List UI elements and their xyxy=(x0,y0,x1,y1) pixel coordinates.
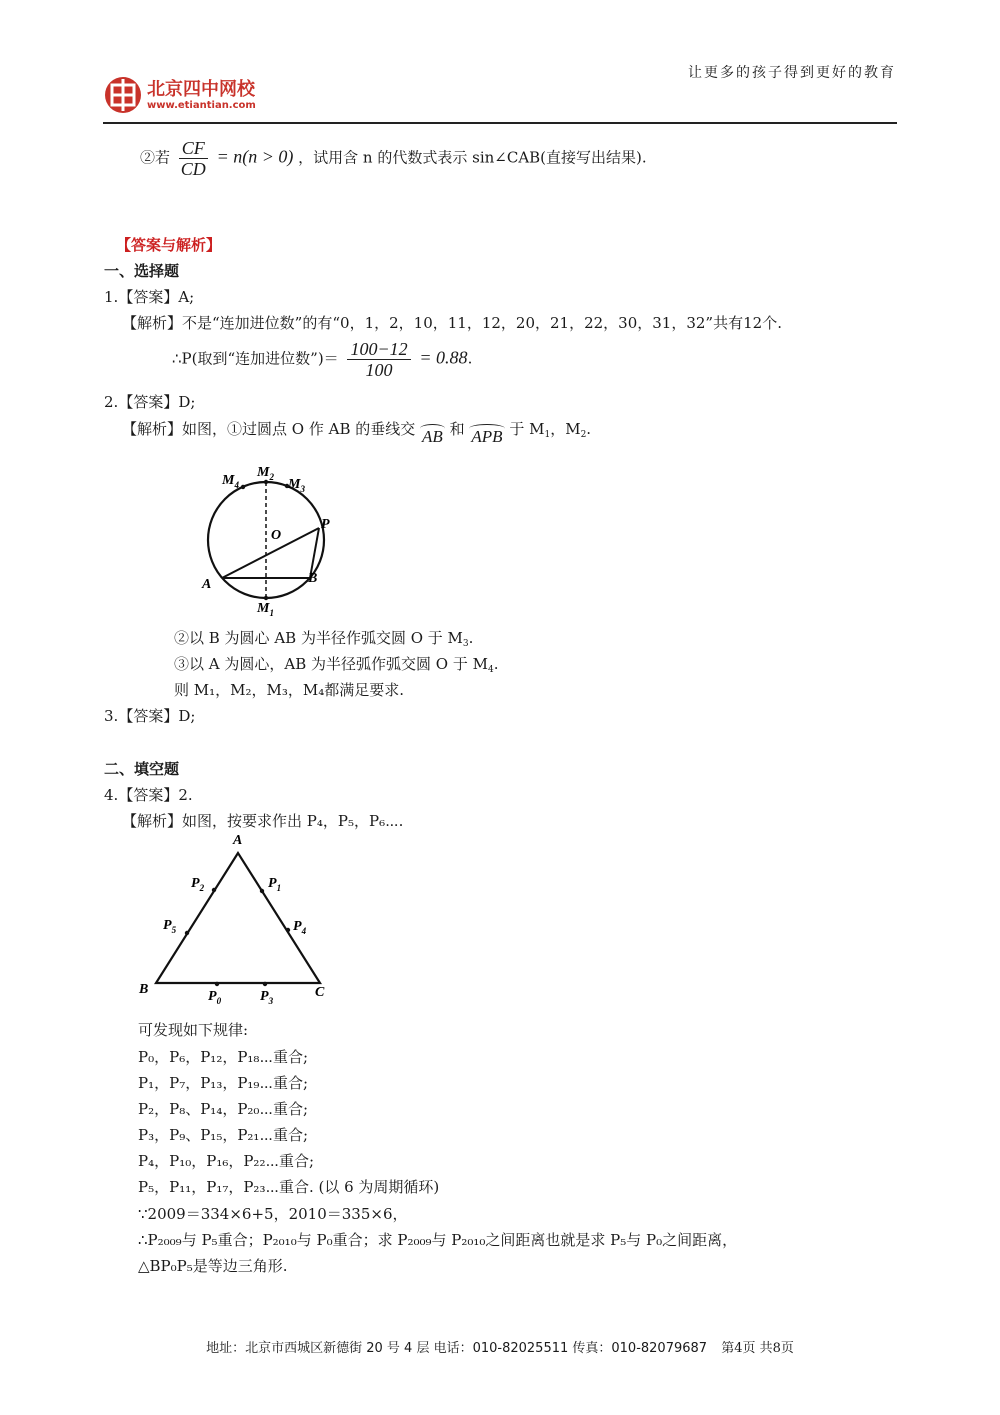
rule-row: P₁，P₇，P₁₃，P₁₉⋯重合; xyxy=(138,1074,309,1092)
footer-page: 第4页 共8页 xyxy=(721,1341,794,1356)
label-b: B xyxy=(139,982,149,997)
label-p1: $P_1$ xyxy=(268,876,282,893)
logo xyxy=(103,73,278,125)
therefore-line: ∴P₂₀₀₉与 P₅重合；P₂₀₁₀与 P₀重合；求 P₂₀₀₉与 P₂₀₁₀之间距离也就是求 P₅与 P₀之间距离， xyxy=(138,1231,738,1249)
rules-intro: 可发现如下规律: xyxy=(138,1021,249,1039)
logo-url: www.etiantian.com xyxy=(147,100,256,111)
label-p4: $P_4$ xyxy=(293,919,307,936)
q1-answer: 1.【答案】A; xyxy=(104,288,195,306)
label-a: A xyxy=(202,577,212,592)
label-p: P xyxy=(321,517,330,532)
cf-cd-fraction: $\frac{CF}{CD}$ xyxy=(180,138,206,179)
probability-fraction: $\frac{100-12}{100}$ xyxy=(347,339,410,380)
q2-step-3: ③以 A 为圆心，AB 为半径弧作弧交圆 O 于 $M_4$. xyxy=(174,655,499,675)
label-m4: $M_4$ xyxy=(222,473,239,490)
arc-ab: AB xyxy=(422,427,443,446)
q2-conclusion: 则 M₁，M₂，M₃，M₄都满足要求. xyxy=(174,681,405,699)
answer-title: 【答案与解析】 xyxy=(116,236,222,254)
triangle-figure xyxy=(135,828,340,1008)
because-line: ∵2009＝334×6+5，2010＝335×6， xyxy=(138,1205,408,1223)
section-2-title: 二、填空题 xyxy=(104,760,180,778)
footer-address: 地址：北京市西城区新德街 20 号 4 层 电话：010-82025511 传真：010-82079687 xyxy=(206,1341,708,1356)
q4-analysis: 【解析】如图，按要求作出 P₄，P₅，P₆⋯. xyxy=(122,812,404,830)
label-m2: $M_2$ xyxy=(257,465,274,482)
equation: = n(n > 0) xyxy=(216,146,294,167)
q3-answer: 3.【答案】D; xyxy=(104,707,196,725)
q2-step-2: ②以 B 为圆心 AB 为半径作弧交圆 O 于 $M_3$. xyxy=(174,629,474,649)
label-c: C xyxy=(315,985,325,1000)
triangle-abc xyxy=(156,853,320,983)
label-m1: $M_1$ xyxy=(257,601,274,618)
label-p0: $P_0$ xyxy=(208,989,222,1006)
label-b: B xyxy=(308,571,318,586)
arc-apb: APB xyxy=(471,427,503,446)
rule-row: P₄，P₁₀，P₁₆，P₂₂⋯重合; xyxy=(138,1152,315,1170)
logo-title: 北京四中网校 xyxy=(147,79,255,100)
section-1-title: 一、选择题 xyxy=(104,262,180,280)
label-m3: $M_3$ xyxy=(288,477,305,494)
rule-row: P₀，P₆，P₁₂，P₁₈⋯重合; xyxy=(138,1048,309,1066)
header-divider xyxy=(103,122,897,124)
label-p5: $P_5$ xyxy=(163,918,177,935)
q4-answer: 4.【答案】2. xyxy=(104,786,193,804)
rule-row: P₅，P₁₁，P₁₇，P₂₃⋯重合. (以 6 为周期循环) xyxy=(138,1178,440,1196)
q1-analysis: 【解析】不是“连加进位数”的有“0，1，2，10，11，12，20，21，22，30，31，32”共有12个. xyxy=(122,314,782,332)
conclusion-line: △BP₀P₅是等边三角形. xyxy=(138,1257,288,1275)
rule-row: P₃，P₉、P₁₅，P₂₁⋯重合; xyxy=(138,1126,309,1144)
q2-analysis: 【解析】如图，①过圆点 O 作 AB 的垂线交 AB 和 APB 于 $M_1$，$M_2$. xyxy=(122,420,592,446)
question-part-2: ②若 $\frac{CF}{CD}$ = n(n > 0) ，试用含 n 的代数式表示 sin∠CAB(直接写出结果). xyxy=(140,138,647,179)
q1-probability: ∴P(取到“连加进位数”)＝ $\frac{100-12}{100}$ = 0.88. xyxy=(172,339,473,380)
circle-figure xyxy=(195,462,345,622)
label-a: A xyxy=(233,833,243,848)
label-o: O xyxy=(271,528,282,543)
page-footer xyxy=(0,1337,1000,1356)
header-slogan: 让更多的孩子得到更好的教育 xyxy=(688,65,896,81)
q2-answer: 2.【答案】D; xyxy=(104,393,196,411)
label-p2: $P_2$ xyxy=(191,876,205,893)
label-p3: $P_3$ xyxy=(260,989,274,1006)
rule-row: P₂，P₈、P₁₄，P₂₀⋯重合; xyxy=(138,1100,309,1118)
